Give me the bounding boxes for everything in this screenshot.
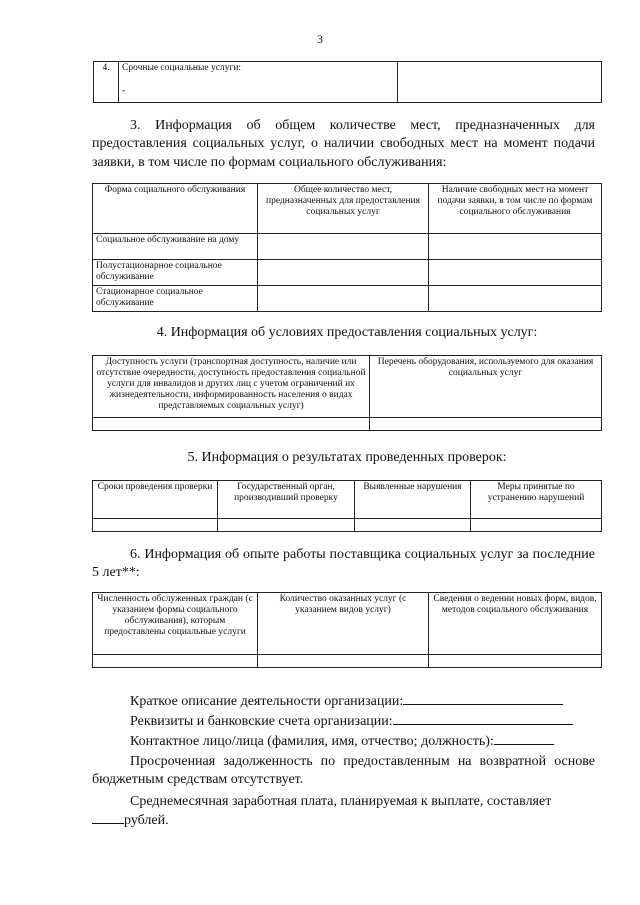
salary-amount-line [92,812,124,824]
section3-heading: 3. Информация об общем количестве мест, предназначенных для предоставления социальных услуг, о наличии свободных мест на момент подачи заявки, в том числе по формам социального обслуживания: [92,118,595,170]
s3-cell [258,260,429,286]
s3-header-free: Наличие свободных мест на момент подачи заявки, в том числе по формам социального обслуживания [429,184,602,234]
section4-table [92,355,602,431]
s3-cell [258,234,429,260]
s6-header-citizens: Численность обслуженных граждан (с указанием формы социального обслуживания), которым предоставлены социальные услуги [93,593,258,655]
s5-header-measures: Меры принятые по устранению нарушений [471,481,602,519]
s6-header-services: Количество оказанных услуг (с указанием видов услуг) [258,593,429,655]
s3-row-label: Полустационарное социальное обслуживание [93,260,258,286]
empty-cell [398,62,602,103]
s3-header-form: Форма социального обслуживания [93,184,258,234]
salary-line-row [92,812,595,830]
s4-header-access: Доступность услуги (транспортная доступность, наличие или отсутствие очередности, доступность предоставления социальной услуги для инвалидов и других лиц с учетом ограничений их жизнедеятельности, информированность населения о видах представляемых социальных услуг) [93,356,370,418]
section5-table [92,480,602,532]
s4-cell [370,418,602,431]
requisites-line [393,713,573,725]
brief-description-line [403,693,563,705]
s4-cell [93,418,370,431]
s4-header-equipment: Перечень оборудования, используемого для оказания социальных услуг [370,356,602,418]
s5-cell [218,519,355,532]
page-number: 3 [317,32,323,46]
s3-cell [429,234,602,260]
contact-person [130,733,600,751]
section5-heading: 5. Информация о результатах проведенных проверок: [187,450,507,465]
row-number: 4. [94,62,119,103]
s5-cell [355,519,471,532]
s3-cell [258,286,429,312]
contact-person-label: Контактное лицо/лица (фамилия, имя, отчество; должность): [130,734,494,749]
salary-statement [92,793,595,811]
s6-cell [93,655,258,668]
s6-cell [429,655,602,668]
urgent-services-cell [119,62,398,103]
requisites [130,713,600,731]
brief-description-label: Краткое описание деятельности организации: [130,694,404,709]
s5-header-agency: Государственный орган, производивший проверку [218,481,355,519]
services-table [93,61,602,103]
s3-row-label: Стационарное социальное обслуживание [93,286,258,312]
s3-cell [429,286,602,312]
brief-description [130,693,600,711]
section3-table [92,183,602,312]
urgent-services-dash: - [122,85,126,96]
section4-heading: 4. Информация об условиях предоставления социальных услуг: [156,325,538,340]
requisites-label: Реквизиты и банковские счета организации: [130,714,393,729]
s5-cell [471,519,602,532]
salary-label: Среднемесячная заработная плата, планируемая к выплате, составляет [130,794,552,809]
s3-header-total: Общее количество мест, предназначенных для предоставления социальных услуг [258,184,429,234]
s3-row-label: Социальное обслуживание на дому [93,234,258,260]
section6-table [92,592,602,668]
contact-person-line [494,733,554,745]
s5-cell [93,519,218,532]
s6-header-new-forms: Сведения о ведении новых форм, видов, методов социального обслуживания [429,593,602,655]
debt-statement: Просроченная задолженность по предоставленным на возвратной основе бюджетным средствам отсутствует. [92,754,595,788]
urgent-services-label: Срочные социальные услуги: [122,63,242,73]
s5-header-violations: Выявленные нарушения [355,481,471,519]
section6-heading: 6. Информация об опыте работы поставщика социальных услуг за последние 5 лет**: [92,547,595,581]
s5-header-dates: Сроки проведения проверки [93,481,218,519]
s3-cell [429,260,602,286]
s6-cell [258,655,429,668]
salary-unit: рублей. [124,813,169,828]
